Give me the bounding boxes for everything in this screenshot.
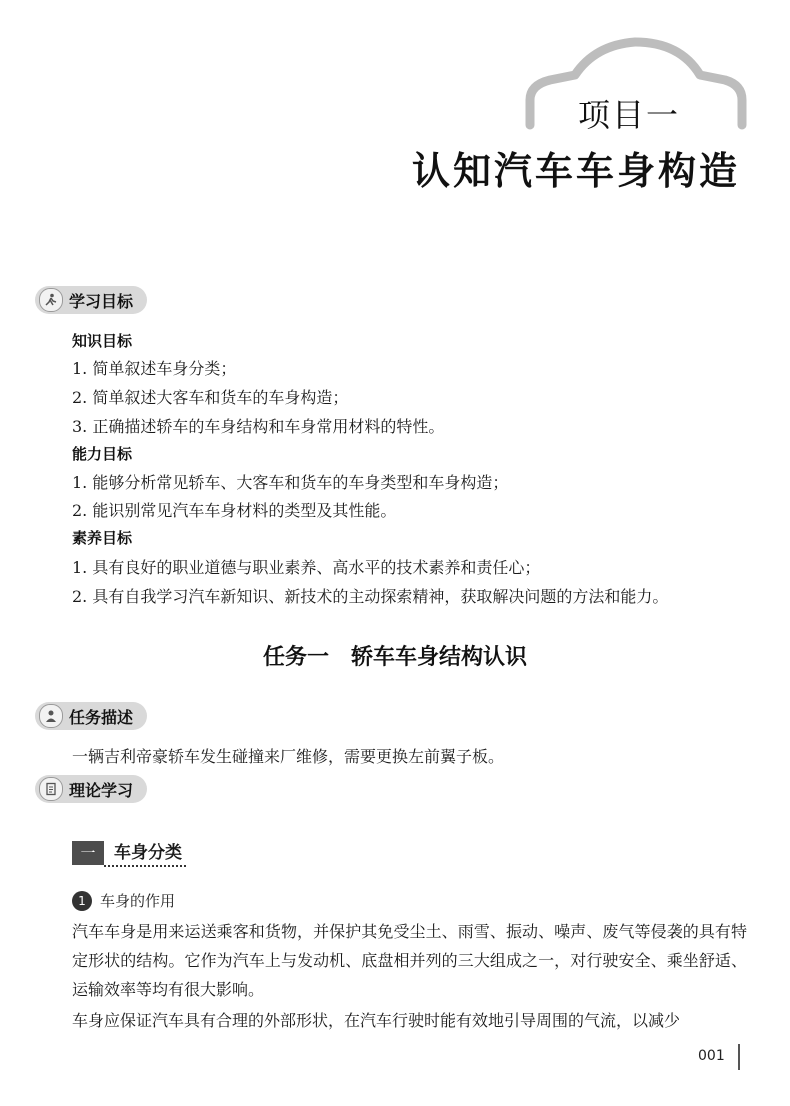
task-description-badge <box>35 702 147 730</box>
ability-heading: 能力目标 <box>72 445 133 463</box>
list-item: 3. 正确描述轿车的车身结构和车身常用材料的特性。 <box>72 417 445 436</box>
learning-objectives-badge <box>35 286 147 314</box>
list-item: 1. 具有良好的职业道德与职业素养、高水平的技术素养和责任心； <box>72 558 541 577</box>
page-divider <box>738 1044 740 1070</box>
list-item: 1. 能够分析常见轿车、大客车和货车的车身类型和车身构造； <box>72 473 509 492</box>
project-label: 项目一 <box>577 96 680 134</box>
task-title: 任务一 轿车车身结构认识 <box>262 645 527 670</box>
page-title: 认知汽车车身构造 <box>411 149 740 193</box>
badge-label: 任务描述 <box>69 707 134 727</box>
badge-label: 理论学习 <box>69 780 134 800</box>
person-icon <box>39 704 63 728</box>
list-item: 2. 能识别常见汽车车身材料的类型及其性能。 <box>72 501 397 520</box>
item-number: 1 <box>72 891 92 911</box>
paragraph: 汽车车身是用来运送乘客和货物，并保护其免受尘土、雨雪、振动、噪声、废气等侵袭的具有特定形状的结构。它作为汽车上与发动机、底盘相并列的三大组成之一，对行驶安全、乘坐舒适、运输效率等均有很大影响。 <box>72 922 747 999</box>
runner-icon <box>39 288 63 312</box>
paragraph: 车身应保证汽车具有合理的外部形状，在汽车行驶时能有效地引导周围的气流，以减少 <box>72 1011 681 1030</box>
list-item: 2. 具有自我学习汽车新知识、新技术的主动探索精神，获取解决问题的方法和能力。 <box>72 587 669 606</box>
quality-heading: 素养目标 <box>72 529 133 547</box>
document-icon <box>39 777 63 801</box>
page-number: 001 <box>698 1048 725 1064</box>
task-description: 一辆吉利帝豪轿车发生碰撞来厂维修，需要更换左前翼子板。 <box>72 747 505 766</box>
item-heading <box>72 890 175 911</box>
section-number: 一 <box>72 841 104 865</box>
list-item: 2. 简单叙述大客车和货车的车身构造； <box>72 388 349 407</box>
list-item: 1. 简单叙述车身分类； <box>72 359 237 378</box>
section-title: 车身分类 <box>104 838 186 867</box>
badge-label: 学习目标 <box>69 291 134 311</box>
item-title: 车身的作用 <box>100 892 176 910</box>
theory-badge <box>35 775 147 803</box>
knowledge-heading: 知识目标 <box>72 332 133 350</box>
section-heading <box>72 838 186 867</box>
